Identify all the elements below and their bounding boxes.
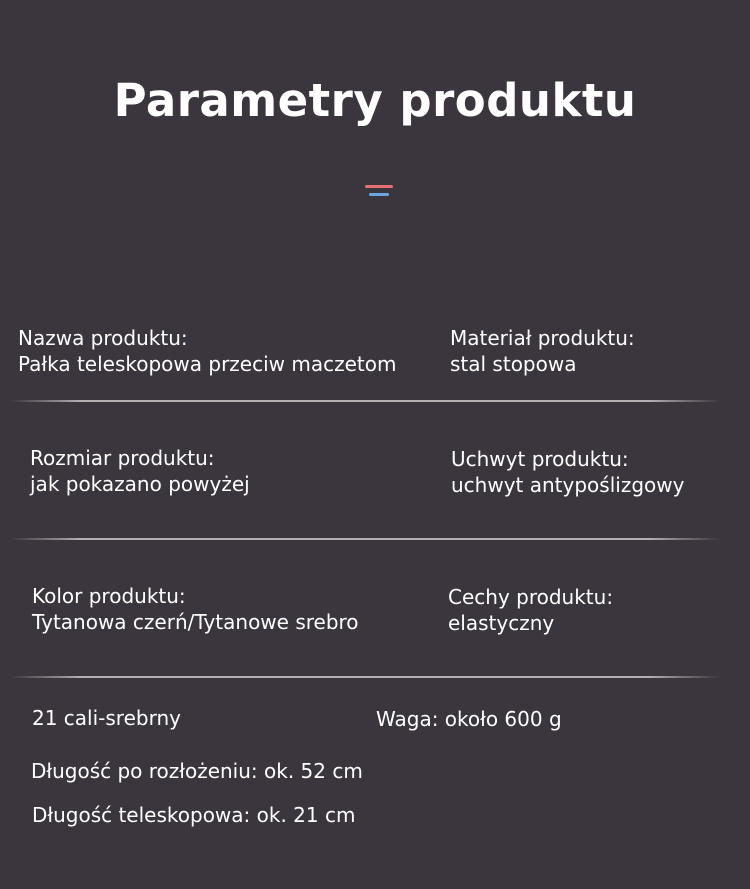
spec-material — [450, 325, 635, 377]
spec-material-value: stal stopowa — [450, 352, 577, 376]
spec-name — [18, 325, 396, 377]
divider — [10, 676, 720, 678]
divider — [10, 400, 720, 402]
divider — [10, 538, 720, 540]
spec-features-label: Cechy produktu: — [448, 585, 614, 609]
spec-handle — [451, 446, 684, 498]
detail-variant: 21 cali-srebrny — [32, 706, 181, 730]
spec-material-label: Materiał produktu: — [450, 326, 635, 350]
spec-handle-label: Uchwyt produktu: — [451, 447, 629, 471]
spec-size — [30, 445, 250, 497]
accent-bar-blue — [369, 193, 389, 196]
spec-name-label: Nazwa produktu: — [18, 326, 188, 350]
spec-features-value: elastyczny — [448, 611, 555, 635]
spec-color — [32, 583, 359, 635]
detail-collapsed-length: Długość teleskopowa: ok. 21 cm — [32, 803, 356, 827]
spec-color-label: Kolor produktu: — [32, 584, 186, 608]
spec-size-value: jak pokazano powyżej — [30, 472, 250, 496]
spec-handle-value: uchwyt antypoślizgowy — [451, 473, 685, 497]
spec-size-label: Rozmiar produktu: — [30, 446, 215, 470]
spec-features — [448, 584, 613, 636]
detail-extended-length: Długość po rozłożeniu: ok. 52 cm — [31, 759, 363, 783]
page-title: Parametry produktu — [113, 74, 637, 127]
detail-weight: Waga: około 600 g — [376, 707, 562, 731]
spec-name-value: Pałka teleskopowa przeciw maczetom — [18, 352, 397, 376]
spec-color-value: Tytanowa czerń/Tytanowe srebro — [32, 610, 359, 634]
accent-bar-red — [365, 185, 393, 188]
